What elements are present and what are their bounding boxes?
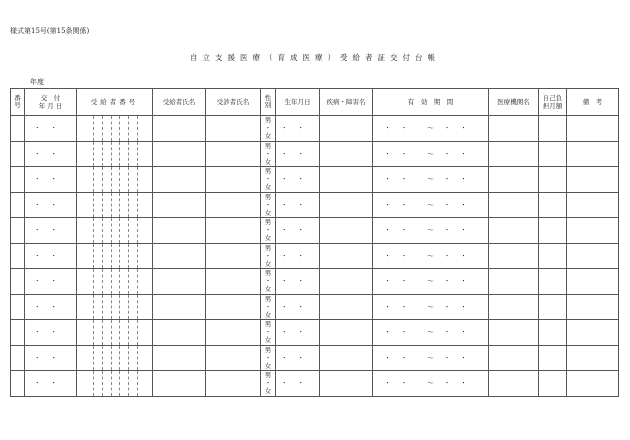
cell-disease[interactable] (320, 371, 373, 397)
cell-issue-date[interactable]: ・・ (25, 243, 77, 269)
recipient-number-digit-boxes (85, 320, 146, 345)
cell-issue-date[interactable]: ・・ (25, 371, 77, 397)
cell-number[interactable] (11, 320, 25, 346)
header-birth-date: 生年月日 (276, 89, 320, 116)
cell-validity[interactable]: ・・ ～ ・・ (373, 320, 489, 346)
cell-sex[interactable]: 男 ・ 女 (261, 269, 276, 295)
table-row (11, 167, 619, 193)
header-issue-date: 交 付 年 月 日 (25, 89, 77, 116)
ledger-table (10, 88, 619, 397)
cell-disease[interactable] (320, 141, 373, 167)
cell-validity[interactable]: ・・ ～ ・・ (373, 116, 489, 142)
cell-birth-date[interactable]: ・・ (276, 294, 320, 320)
cell-disease[interactable] (320, 269, 373, 295)
header-validity: 有 効 期 間 (373, 89, 489, 116)
cell-copay[interactable] (539, 167, 567, 193)
cell-institution[interactable] (489, 218, 539, 244)
cell-recipient-name[interactable] (153, 243, 206, 269)
cell-sex[interactable]: 男 ・ 女 (261, 192, 276, 218)
cell-sex[interactable]: 男 ・ 女 (261, 218, 276, 244)
table-row (11, 192, 619, 218)
cell-patient-name[interactable] (206, 345, 261, 371)
cell-remarks[interactable] (567, 116, 619, 142)
cell-validity[interactable]: ・・ ～ ・・ (373, 345, 489, 371)
cell-institution[interactable] (489, 269, 539, 295)
cell-copay[interactable] (539, 294, 567, 320)
cell-number[interactable] (11, 116, 25, 142)
cell-issue-date[interactable]: ・・ (25, 192, 77, 218)
cell-issue-date[interactable]: ・・ (25, 116, 77, 142)
table-row (11, 218, 619, 244)
cell-institution[interactable] (489, 167, 539, 193)
cell-birth-date[interactable]: ・・ (276, 167, 320, 193)
cell-birth-date[interactable]: ・・ (276, 218, 320, 244)
cell-recipient-number[interactable] (77, 167, 153, 193)
cell-number[interactable] (11, 243, 25, 269)
table-row (11, 141, 619, 167)
table-row (11, 371, 619, 397)
cell-copay[interactable] (539, 243, 567, 269)
recipient-number-digit-boxes (85, 269, 146, 294)
year-label: 年度 (30, 78, 44, 86)
cell-institution[interactable] (489, 320, 539, 346)
cell-recipient-name[interactable] (153, 167, 206, 193)
cell-birth-date[interactable]: ・・ (276, 192, 320, 218)
cell-patient-name[interactable] (206, 371, 261, 397)
cell-recipient-name[interactable] (153, 294, 206, 320)
cell-sex[interactable]: 男 ・ 女 (261, 141, 276, 167)
cell-recipient-number[interactable] (77, 243, 153, 269)
recipient-number-digit-boxes (85, 116, 146, 141)
cell-remarks[interactable] (567, 218, 619, 244)
cell-recipient-name[interactable] (153, 141, 206, 167)
header-number: 番号 (11, 89, 25, 116)
cell-issue-date[interactable]: ・・ (25, 320, 77, 346)
cell-copay[interactable] (539, 320, 567, 346)
cell-sex[interactable]: 男 ・ 女 (261, 167, 276, 193)
cell-birth-date[interactable]: ・・ (276, 320, 320, 346)
cell-remarks[interactable] (567, 192, 619, 218)
cell-copay[interactable] (539, 141, 567, 167)
cell-number[interactable] (11, 192, 25, 218)
cell-recipient-number[interactable] (77, 294, 153, 320)
cell-recipient-number[interactable] (77, 192, 153, 218)
cell-patient-name[interactable] (206, 320, 261, 346)
cell-patient-name[interactable] (206, 167, 261, 193)
cell-issue-date[interactable]: ・・ (25, 167, 77, 193)
cell-validity[interactable]: ・・ ～ ・・ (373, 167, 489, 193)
cell-birth-date[interactable]: ・・ (276, 269, 320, 295)
cell-issue-date[interactable]: ・・ (25, 218, 77, 244)
header-recipient-name: 受給者氏名 (153, 89, 206, 116)
cell-birth-date[interactable]: ・・ (276, 116, 320, 142)
cell-recipient-name[interactable] (153, 218, 206, 244)
cell-validity[interactable]: ・・ ～ ・・ (373, 371, 489, 397)
cell-recipient-number[interactable] (77, 218, 153, 244)
cell-disease[interactable] (320, 243, 373, 269)
cell-sex[interactable]: 男 ・ 女 (261, 294, 276, 320)
cell-copay[interactable] (539, 345, 567, 371)
recipient-number-digit-boxes (85, 142, 146, 167)
cell-remarks[interactable] (567, 345, 619, 371)
cell-validity[interactable]: ・・ ～ ・・ (373, 243, 489, 269)
cell-remarks[interactable] (567, 141, 619, 167)
cell-patient-name[interactable] (206, 192, 261, 218)
cell-number[interactable] (11, 269, 25, 295)
cell-patient-name[interactable] (206, 243, 261, 269)
cell-number[interactable] (11, 345, 25, 371)
cell-issue-date[interactable]: ・・ (25, 294, 77, 320)
table-row (11, 243, 619, 269)
cell-recipient-number[interactable] (77, 371, 153, 397)
cell-recipient-number[interactable] (77, 320, 153, 346)
recipient-number-digit-boxes (85, 371, 146, 396)
cell-recipient-name[interactable] (153, 192, 206, 218)
cell-institution[interactable] (489, 192, 539, 218)
cell-remarks[interactable] (567, 243, 619, 269)
cell-remarks[interactable] (567, 269, 619, 295)
cell-patient-name[interactable] (206, 218, 261, 244)
table-row (11, 345, 619, 371)
header-disease: 疾病・障害名 (320, 89, 373, 116)
header-institution: 医療機関名 (489, 89, 539, 116)
cell-sex[interactable]: 男 ・ 女 (261, 345, 276, 371)
cell-disease[interactable] (320, 345, 373, 371)
header-recipient-number: 受給者番号 (77, 89, 153, 116)
cell-copay[interactable] (539, 116, 567, 142)
recipient-number-digit-boxes (85, 193, 146, 218)
cell-recipient-name[interactable] (153, 371, 206, 397)
cell-institution[interactable] (489, 141, 539, 167)
table-row (11, 269, 619, 295)
cell-birth-date[interactable]: ・・ (276, 141, 320, 167)
header-row (11, 89, 619, 116)
header-copay: 自己負 担月額 (539, 89, 567, 116)
cell-patient-name[interactable] (206, 141, 261, 167)
cell-remarks[interactable] (567, 294, 619, 320)
cell-institution[interactable] (489, 294, 539, 320)
cell-disease[interactable] (320, 218, 373, 244)
cell-institution[interactable] (489, 243, 539, 269)
cell-birth-date[interactable]: ・・ (276, 371, 320, 397)
cell-issue-date[interactable]: ・・ (25, 141, 77, 167)
cell-recipient-name[interactable] (153, 320, 206, 346)
recipient-number-digit-boxes (85, 167, 146, 192)
cell-recipient-number[interactable] (77, 116, 153, 142)
cell-remarks[interactable] (567, 167, 619, 193)
cell-sex[interactable]: 男 ・ 女 (261, 320, 276, 346)
cell-sex[interactable]: 男 ・ 女 (261, 243, 276, 269)
cell-birth-date[interactable]: ・・ (276, 243, 320, 269)
cell-recipient-name[interactable] (153, 345, 206, 371)
cell-patient-name[interactable] (206, 116, 261, 142)
cell-validity[interactable]: ・・ ～ ・・ (373, 192, 489, 218)
cell-sex[interactable]: 男 ・ 女 (261, 116, 276, 142)
cell-copay[interactable] (539, 269, 567, 295)
cell-validity[interactable]: ・・ ～ ・・ (373, 294, 489, 320)
cell-copay[interactable] (539, 218, 567, 244)
cell-number[interactable] (11, 371, 25, 397)
table-row (11, 320, 619, 346)
cell-recipient-name[interactable] (153, 116, 206, 142)
header-remarks: 備 考 (567, 89, 619, 116)
cell-disease[interactable] (320, 192, 373, 218)
cell-disease[interactable] (320, 167, 373, 193)
cell-number[interactable] (11, 167, 25, 193)
cell-institution[interactable] (489, 371, 539, 397)
cell-copay[interactable] (539, 371, 567, 397)
cell-institution[interactable] (489, 116, 539, 142)
recipient-number-digit-boxes (85, 295, 146, 320)
ledger-body (11, 116, 619, 397)
cell-birth-date[interactable]: ・・ (276, 345, 320, 371)
cell-patient-name[interactable] (206, 269, 261, 295)
cell-number[interactable] (11, 218, 25, 244)
cell-sex[interactable]: 男 ・ 女 (261, 371, 276, 397)
form-number: 様式第15号(第15条関係) (10, 27, 90, 35)
cell-copay[interactable] (539, 192, 567, 218)
header-patient-name: 受診者氏名 (206, 89, 261, 116)
recipient-number-digit-boxes (85, 218, 146, 243)
cell-remarks[interactable] (567, 371, 619, 397)
page-title: 自立支援医療（育成医療）受給者証交付台帳 (190, 53, 440, 62)
cell-recipient-number[interactable] (77, 141, 153, 167)
cell-disease[interactable] (320, 320, 373, 346)
cell-issue-date[interactable]: ・・ (25, 345, 77, 371)
cell-recipient-number[interactable] (77, 269, 153, 295)
cell-patient-name[interactable] (206, 294, 261, 320)
table-row (11, 294, 619, 320)
cell-recipient-number[interactable] (77, 345, 153, 371)
cell-validity[interactable]: ・・ ～ ・・ (373, 218, 489, 244)
recipient-number-digit-boxes (85, 346, 146, 371)
recipient-number-digit-boxes (85, 244, 146, 269)
table-row (11, 116, 619, 142)
cell-remarks[interactable] (567, 320, 619, 346)
cell-number[interactable] (11, 141, 25, 167)
cell-validity[interactable]: ・・ ～ ・・ (373, 141, 489, 167)
cell-recipient-name[interactable] (153, 269, 206, 295)
cell-validity[interactable]: ・・ ～ ・・ (373, 269, 489, 295)
cell-disease[interactable] (320, 116, 373, 142)
cell-disease[interactable] (320, 294, 373, 320)
cell-issue-date[interactable]: ・・ (25, 269, 77, 295)
cell-number[interactable] (11, 294, 25, 320)
header-sex: 性別 (261, 89, 276, 116)
cell-institution[interactable] (489, 345, 539, 371)
